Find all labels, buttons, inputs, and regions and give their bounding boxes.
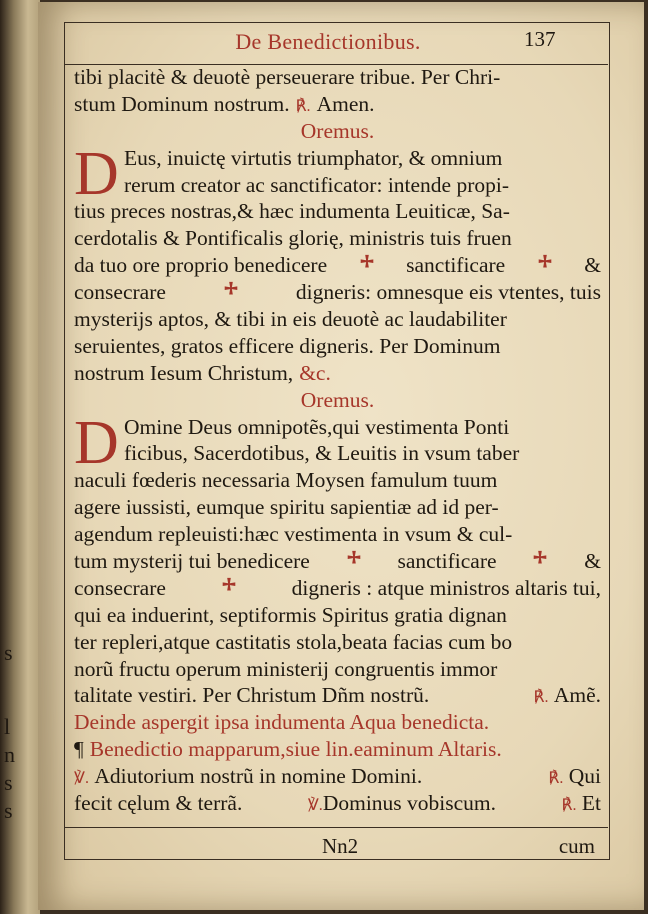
text-line: Omine Deus omnipotẽs,qui vestimenta Ponti [124,414,510,439]
running-head: De Benedictionibus. [235,29,421,54]
drop-cap: D [74,139,119,208]
catchword: cum [558,834,595,858]
oremus-heading: Oremus. [300,118,375,143]
oremus-heading: Oremus. [300,387,375,412]
versicle-symbol: ℣. [74,770,89,788]
text-line: consecrare digneris : atque ministros altaris tui, [74,575,601,600]
text-line: da tuo ore proprio benedicere sanctificare & [74,253,601,278]
cross-pattee-icon [345,548,363,566]
etc-abbrev: &c. [299,360,331,385]
text-line: agendum repleuisti:hæc vestimenta in vsum & cul- [74,522,513,547]
response-symbol: ℟. [561,797,577,815]
previous-page-margin [0,0,40,914]
prev-page-fragment: s [4,770,13,795]
response-symbol: ℟. [548,770,564,788]
versicle-symbol: ℣. [307,797,323,815]
text-line: ter repleri,atque castitatis stola,beata facias cum bo [74,629,513,654]
main-text [74,64,601,817]
section-heading: ¶ Benedictio mapparum,siue lin.eaminum Altaris. [74,737,502,762]
text-line: norũ fructu operum ministerij congruentis immor [74,656,498,681]
page-number: 137 [524,27,556,51]
drop-cap: D [74,408,119,477]
pilcrow-mark: ¶ [74,737,84,762]
prayer-1 [74,139,601,387]
text-line: nostrum Iesum Christum, &c. [74,360,331,385]
rubric-instruction: Deinde aspergit ipsa indumenta Aqua benedicta. [74,710,490,735]
text-line: stum Dominum nostrum. ℟. Amen. [74,91,601,118]
cross-pattee-icon [220,575,238,593]
text-line: ℣. Adiutorium nostrũ in nomine Domini. ℟. Qui [74,763,601,790]
cross-pattee-icon [358,252,376,270]
signature-mark: Nn2 [322,834,359,858]
text-line: tius preces nostras,& hæc indumenta Leuiticæ, Sa- [74,199,510,224]
prayer-2 [74,408,601,710]
text-line: consecrare digneris: omnesque eis vtentes, tuis [74,280,601,305]
text-line: cerdotalis & Pontificalis glorię, ministris tuis fruen [74,226,512,251]
prev-page-fragment: n [4,742,15,767]
cross-pattee-icon [531,548,549,566]
text-line: fecit cęlum & terrã. ℣.Dominus vobiscum. ℟. Et [74,790,601,817]
response-symbol: ℟. [295,97,311,115]
book-page [38,2,644,910]
text-line: tibi placitè & deuotè perseuerare tribue. Per Chri- [74,65,501,89]
text-line: Eus, inuictę virtutis triumphator, & omnium [124,145,503,170]
text-line: seruientes, gratos efficere digneris. Per Dominum [74,333,501,358]
prev-page-fragment: l [4,714,11,739]
text-line: talitate vestiri. Per Christum Dñm nostrũ. ℟. Amẽ. [74,682,601,709]
footer-rule [64,827,608,828]
text-line: naculi fœderis necessaria Moysen famulum tuum [74,468,498,493]
cross-pattee-icon [536,252,554,270]
prev-page-fragment: s [4,640,13,665]
text-line: tum mysterij tui benedicere sanctificare & [74,549,601,574]
text-line: agere iussisti, eumque spiritu sapientiæ ad id per- [74,495,499,520]
text-line: rerum creator ac sanctificator: intende propi- [124,172,510,197]
cross-pattee-icon [222,279,240,297]
response-symbol: ℟. [533,689,549,707]
prev-page-fragment: s [4,798,13,823]
text-line: ficibus, Sacerdotibus, & Leuitis in vsum taber [124,441,520,466]
text-line: mysterijs aptos, & tibi in eis deuotè ac laudabiliter [74,307,507,332]
text-line: qui ea induerint, septiformis Spiritus gratia dignan [74,602,507,627]
